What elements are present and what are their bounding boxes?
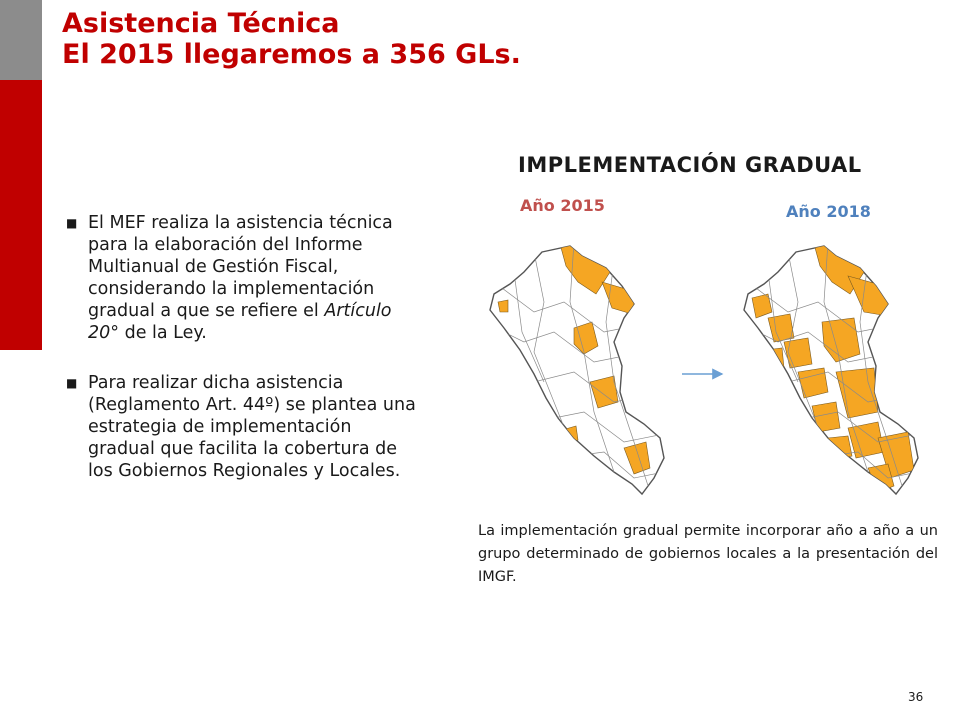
bullet-text: Para realizar dicha asistencia (Reglamento Art. 44º) se plantea una estrategia de implementación gradual que facilita la cobertura de los Gobiernos Regionales y Locales. xyxy=(88,373,416,481)
page-number: 36 xyxy=(908,690,924,704)
title-line-2: El 2015 llegaremos a 356 GLs. xyxy=(62,39,521,70)
implementation-heading: IMPLEMENTACIÓN GRADUAL xyxy=(518,153,862,177)
implementation-description: La implementación gradual permite incorporar año a año a un grupo determinado de gobiernos locales a la presentación del IMGF. xyxy=(478,523,938,585)
bullet-text: El MEF realiza la asistencia técnica para la elaboración del Informe Multianual de Gestión Fiscal, considerando la implementación gradual a que se refiere el xyxy=(88,213,393,321)
square-bullet-icon: ■ xyxy=(66,376,78,390)
year-2015-label: Año 2015 xyxy=(520,196,605,215)
sidebar-red-bar xyxy=(0,80,42,350)
sidebar-gray-bar xyxy=(0,0,42,80)
slide-title xyxy=(62,8,521,70)
bullet-item xyxy=(62,372,422,482)
bullet-item xyxy=(62,212,422,344)
peru-map-2015-icon xyxy=(484,242,674,494)
year-2018-label: Año 2018 xyxy=(786,202,871,221)
square-bullet-icon: ■ xyxy=(66,216,78,230)
bullet-italic-text: Artículo 20° xyxy=(88,301,392,343)
title-line-1: Asistencia Técnica xyxy=(62,8,340,39)
bullet-text-end: de la Ley. xyxy=(119,323,207,343)
peru-map-2018-icon xyxy=(738,242,926,494)
peru-maps-figure xyxy=(466,238,926,500)
bullet-list xyxy=(62,212,422,510)
